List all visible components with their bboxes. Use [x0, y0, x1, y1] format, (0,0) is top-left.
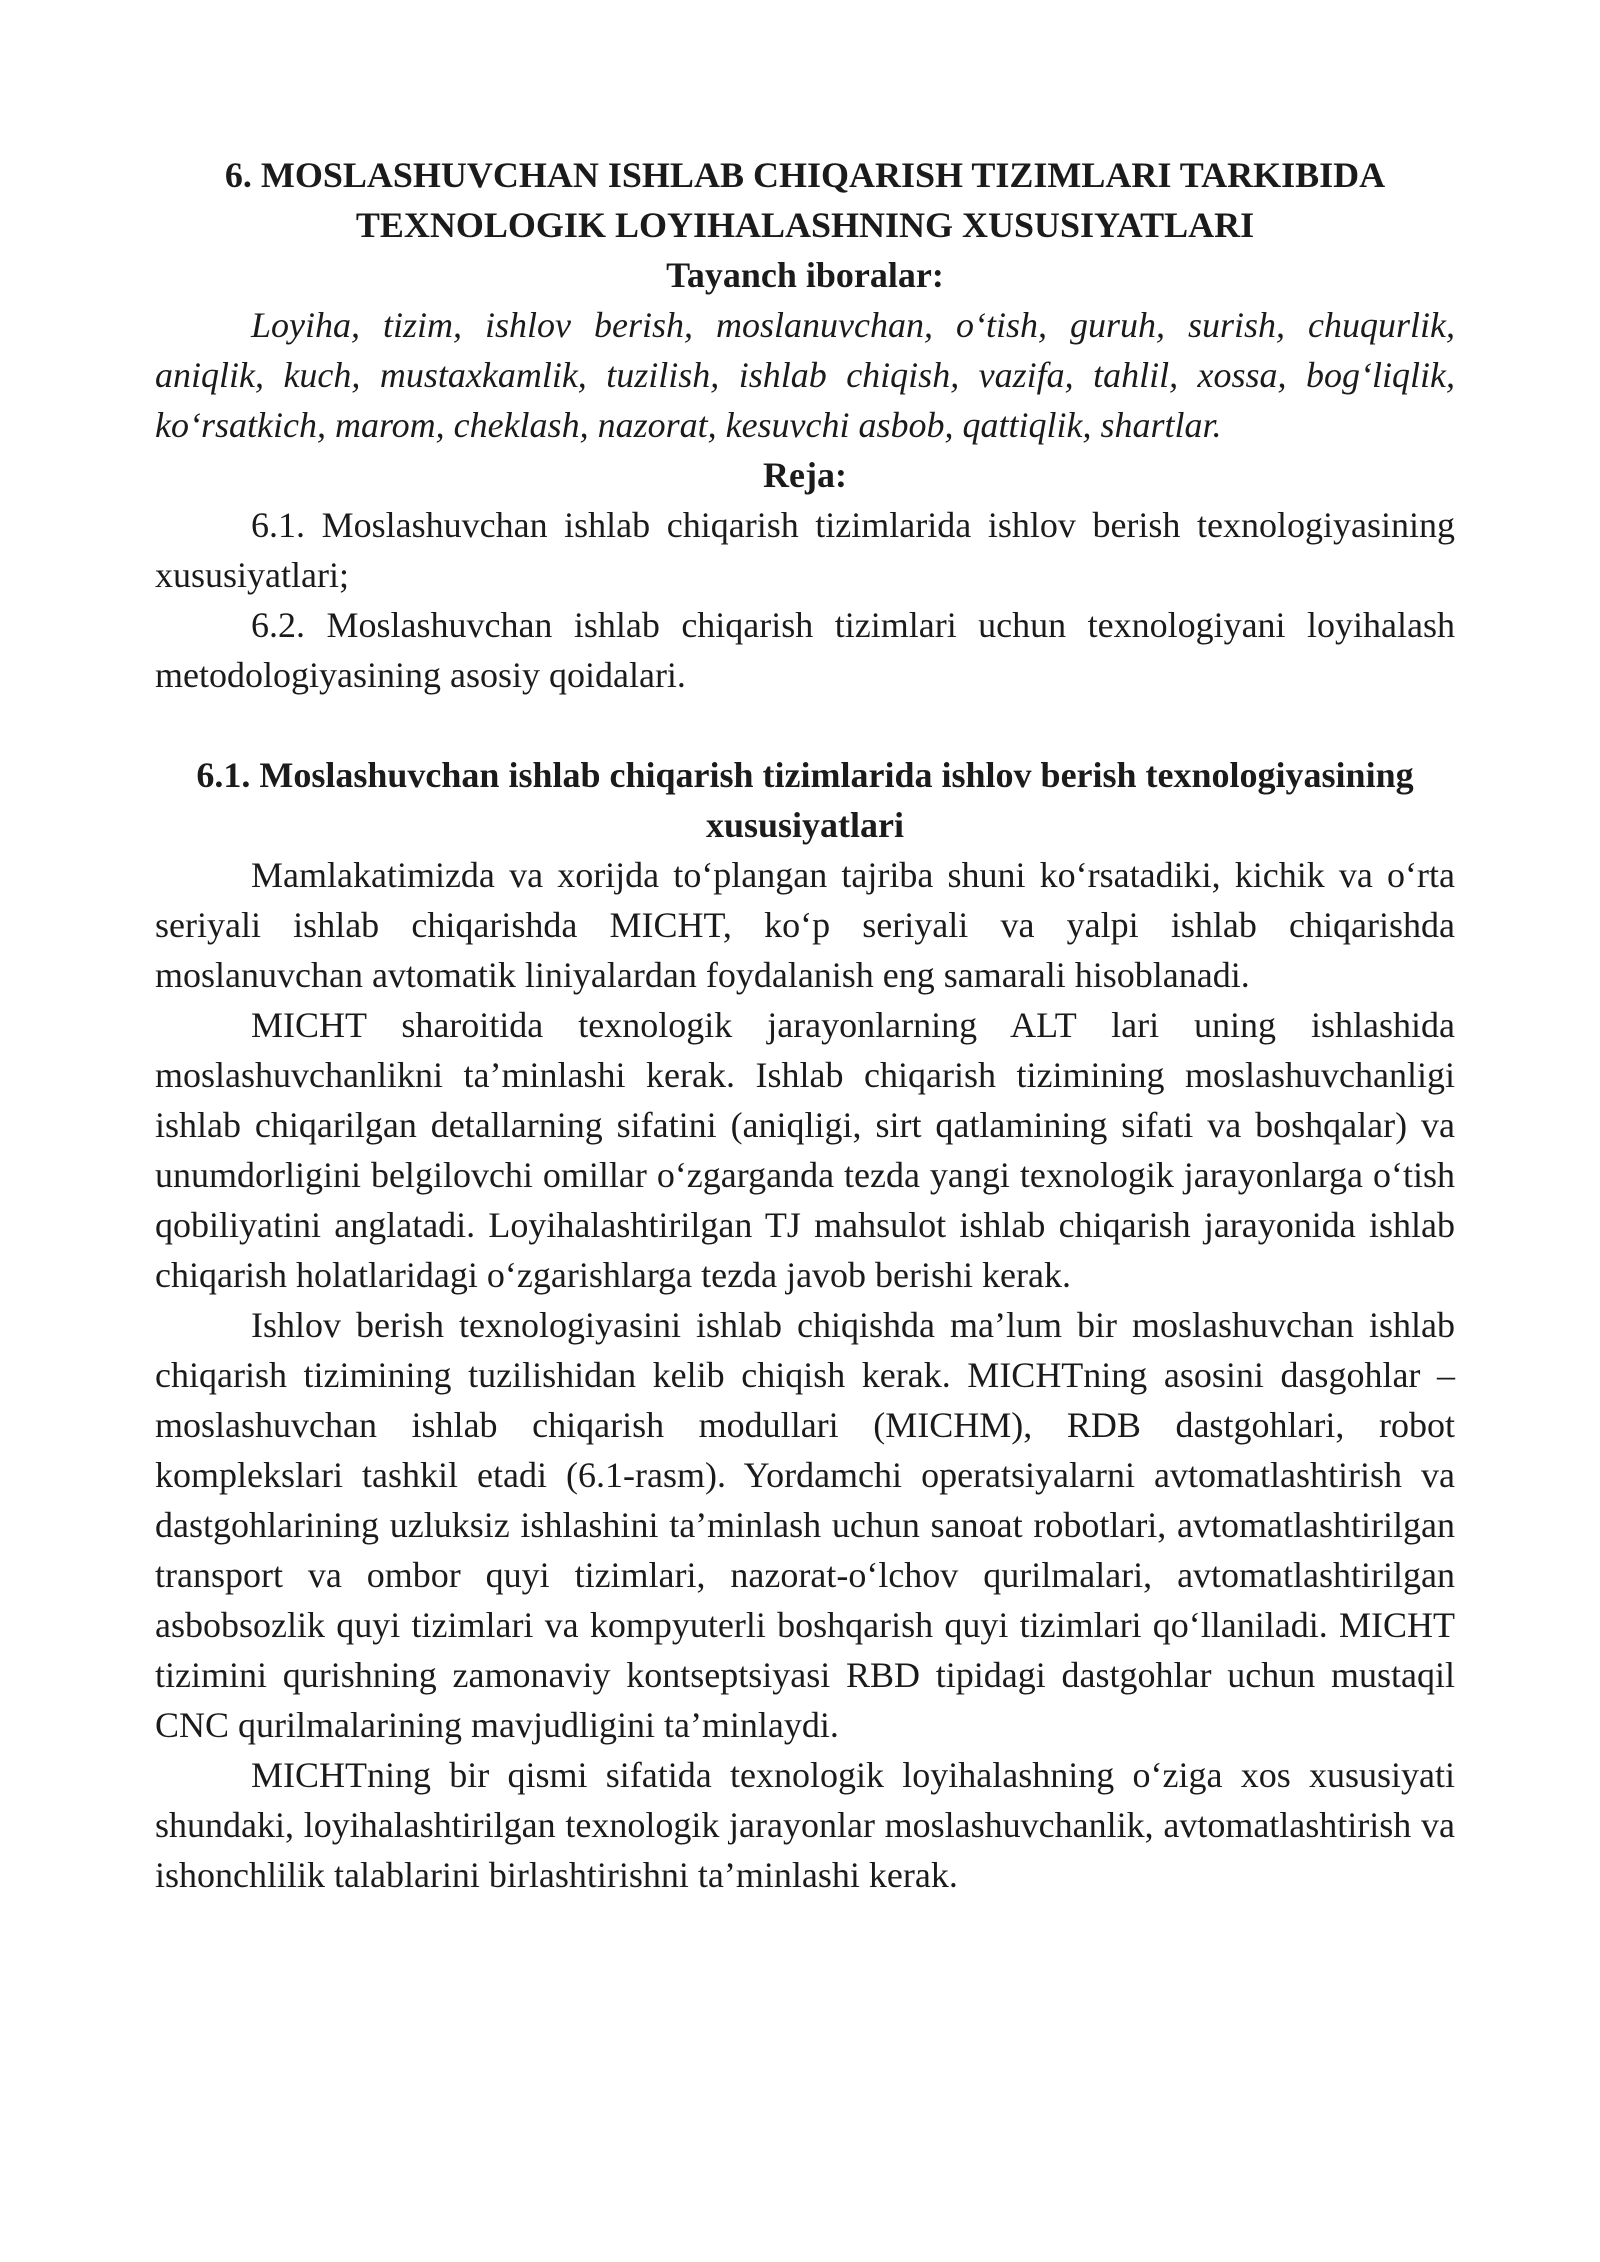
- section-heading: 6.1. Moslashuvchan ishlab chiqarish tizimlarida ishlov berish texnologiyasining xususiyatlari: [196, 755, 1414, 845]
- plan-item-2: 6.2. Moslashuvchan ishlab chiqarish tizimlari uchun texnologiyani loyihalash metodologiyasining asosiy qoidalari.: [155, 605, 1455, 695]
- keywords-heading: Tayanch iboralar:: [666, 255, 944, 295]
- body-paragraph-2: MICHT sharoitida texnologik jarayonlarning ALT lari uning ishlashida moslashuvchanlikni ta’minlashi kerak. Ishlab chiqarish tizimining moslashuvchanligi ishlab chiqarilgan detallarning sifatini (aniqligi, sirt qatlamining sifati va boshqalar) va unumdorligini belgilovchi omillar o‘zgarganda tezda yangi texnologik jarayonlarga o‘tish qobiliyatini anglatadi. Loyihalashtirilgan TJ mahsulot ishlab chiqarish jarayonida ishlab chiqarish holatlaridagi o‘zgarishlarga tezda javob berishi kerak.: [155, 1005, 1455, 1295]
- body-paragraph-3: Ishlov berish texnologiyasini ishlab chiqishda ma’lum bir moslashuvchan ishlab chiqarish tizimining tuzilishidan kelib chiqish kerak. MICHTning asosini dasgohlar – moslashuvchan ishlab chiqarish modullari (MICHM), RDB dastgohlari, robot komplekslari tashkil etadi (6.1-rasm). Yordamchi operatsiyalarni avtomatlashtirish va dastgohlarining uzluksiz ishlashini ta’minlash uchun sanoat robotlari, avtomatlashtirilgan transport va ombor quyi tizimlari, nazorat-o‘lchov qurilmalari, avtomatlashtirilgan asbobsozlik quyi tizimlari va kompyuterli boshqarish quyi tizimlari qo‘llaniladi. MICHT tizimini qurishning zamonaviy kontseptsiyasi RBD tipidagi dastgohlar uchun mustaqil CNC qurilmalarining mavjudligini ta’minlaydi.: [155, 1305, 1455, 1745]
- chapter-title: [155, 150, 1455, 250]
- plan-item-1: 6.1. Moslashuvchan ishlab chiqarish tizimlarida ishlov berish texnologiyasining xususiyatlari;: [155, 505, 1455, 595]
- body-paragraph-1: Mamlakatimizda va xorijda to‘plangan tajriba shuni ko‘rsatadiki, kichik va o‘rta seriyali ishlab chiqarishda MICHT, ko‘p seriyali va yalpi ishlab chiqarishda moslanuvchan avtomatik liniyalardan foydalanish eng samarali hisoblanadi.: [155, 855, 1455, 995]
- body-paragraph-4: MICHTning bir qismi sifatida texnologik loyihalashning o‘ziga xos xususiyati shundaki, loyihalashtirilgan texnologik jarayonlar moslashuvchanlik, avtomatlashtirish va ishonchlilik talablarini birlashtirishni ta’minlashi kerak.: [155, 1755, 1455, 1895]
- chapter-title-line-2: TEXNOLOGIK LOYIHALASHNING XUSUSIYATLARI: [355, 205, 1255, 245]
- plan-heading: Reja:: [763, 455, 847, 495]
- chapter-title-line-1: 6. MOSLASHUVCHAN ISHLAB CHIQARISH TIZIMLARI TARKIBIDA: [224, 155, 1386, 195]
- keywords-text: Loyiha, tizim, ishlov berish, moslanuvchan, o‘tish, guruh, surish, chuqurlik, aniqlik, kuch, mustaxkamlik, tuzilish, ishlab chiqish, vazifa, tahlil, xossa, bog‘liqlik, ko‘rsatkich, marom, cheklash, nazorat, kesuvchi asbob, qattiqlik, shartlar.: [155, 305, 1455, 445]
- page-content: [155, 150, 1455, 1900]
